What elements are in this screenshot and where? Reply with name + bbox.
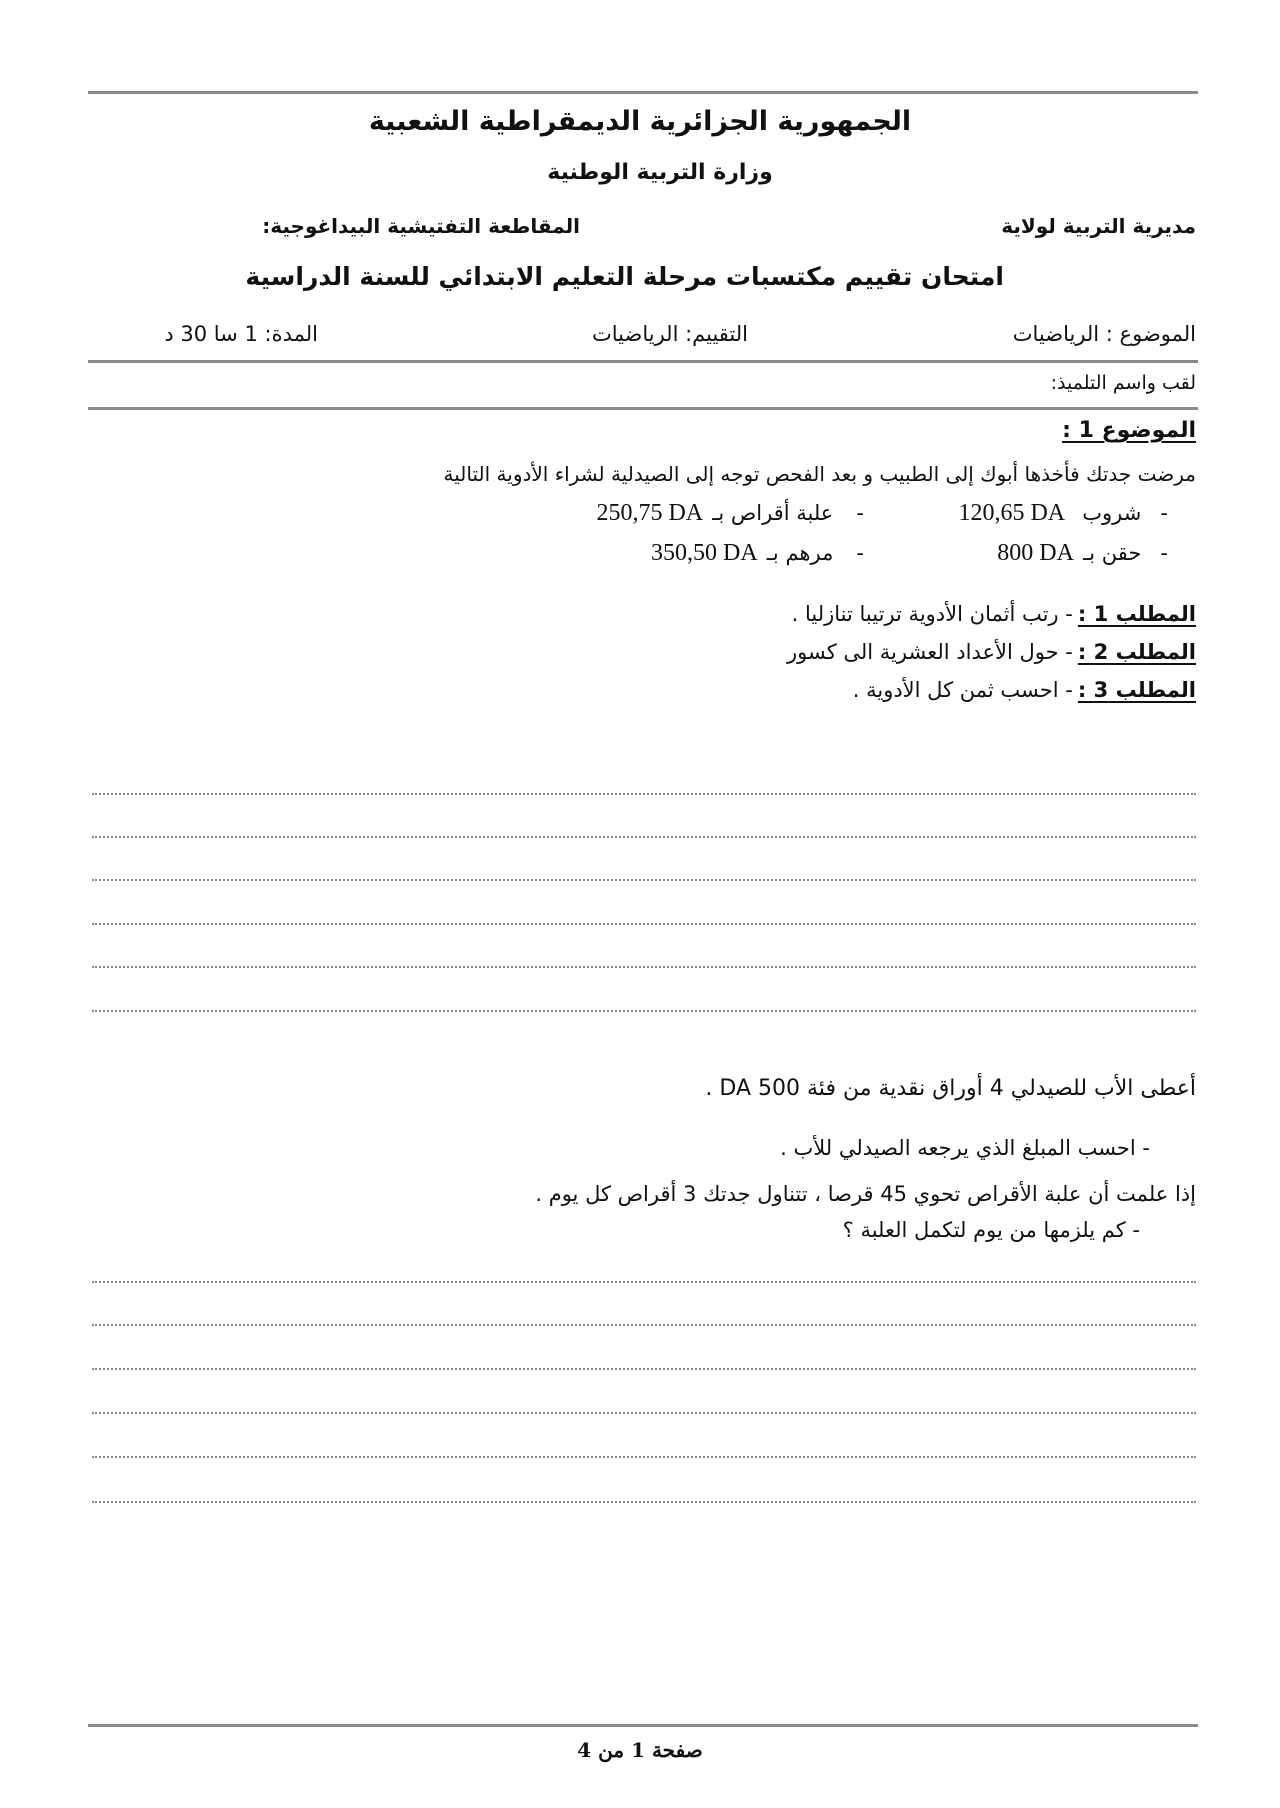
task-label: المطلب 1 : (1077, 602, 1196, 626)
medicine-bullet: - (1160, 541, 1168, 565)
task-label: المطلب 3 : (1077, 678, 1196, 702)
answer-line[interactable] (92, 836, 1196, 838)
ministry-title: وزارة التربية الوطنية (547, 160, 773, 185)
topic-intro: مرضت جدتك فأخذها أبوك إلى الطبيب و بعد الفحص توجه إلى الصيدلية لشراء الأدوية التالية (443, 462, 1196, 486)
answer-line[interactable] (92, 1010, 1196, 1012)
top-rule (88, 91, 1198, 94)
topic-heading: الموضوع 1 : (1062, 418, 1196, 443)
medicine-name: علبة أقراص بـ (712, 501, 834, 525)
answer-line[interactable] (92, 1368, 1196, 1370)
medicine-price: 120,65 DA (958, 500, 1066, 526)
task-item (792, 602, 1196, 626)
medicine-price: 250,75 DA (596, 500, 704, 526)
task-text: - احسب ثمن كل الأدوية . (852, 678, 1073, 702)
district-label: المقاطعة التفتيشية البيداغوجية: (262, 214, 580, 238)
exam-title: امتحان تقييم مكتسبات مرحلة التعليم الابتدائي للسنة الدراسية (245, 262, 1004, 291)
medicine-item (504, 500, 864, 527)
answer-line[interactable] (92, 966, 1196, 968)
payment-paragraph: أعطى الأب للصيدلي 4 أوراق نقدية من فئة 500 DA . (705, 1076, 1196, 1101)
student-name-label: لقب واسم التلميذ: (1050, 372, 1196, 394)
answer-line[interactable] (92, 923, 1196, 925)
medicine-name: حقن بـ (1083, 541, 1142, 565)
medicine-name: مرهم بـ (766, 541, 834, 565)
medicine-item (908, 500, 1168, 527)
answer-line[interactable] (92, 879, 1196, 881)
task-text: - حول الأعداد العشرية الى كسور (786, 640, 1073, 664)
medicine-item (504, 540, 864, 567)
footer-rule (88, 1724, 1198, 1727)
medicine-name: شروب (1082, 501, 1142, 525)
task-label: المطلب 2 : (1077, 640, 1196, 664)
name-rule (88, 407, 1198, 410)
tablets-paragraph: إذا علمت أن علبة الأقراص تحوي 45 قرصا ، تتناول جدتك 3 أقراص كل يوم . (535, 1182, 1196, 1206)
days-question: - كم يلزمها من يوم لتكمل العلبة ؟ (842, 1218, 1140, 1242)
medicine-bullet: - (856, 501, 864, 525)
subject-label: الموضوع : الرياضيات (1012, 322, 1196, 346)
student-name-field[interactable] (100, 372, 980, 400)
duration-label: المدة: 1 سا 30 د (164, 322, 318, 346)
answer-line[interactable] (92, 1324, 1196, 1326)
answer-line[interactable] (92, 1412, 1196, 1414)
medicine-bullet: - (856, 541, 864, 565)
answer-line[interactable] (92, 793, 1196, 795)
meta-rule (88, 360, 1198, 363)
page-number: صفحة 1 من 4 (577, 1738, 703, 1762)
task-item (853, 678, 1196, 702)
medicine-bullet: - (1160, 501, 1168, 525)
medicine-price: 800 DA (997, 540, 1074, 566)
directorate-label: مديرية التربية لولاية (1001, 214, 1196, 238)
change-question: - احسب المبلغ الذي يرجعه الصيدلي للأب . (780, 1136, 1150, 1160)
task-item (787, 640, 1196, 664)
evaluation-label: التقييم: الرياضيات (592, 322, 748, 346)
republic-title: الجمهورية الجزائرية الديمقراطية الشعبية (368, 106, 912, 137)
medicine-price: 350,50 DA (651, 540, 758, 566)
answer-line[interactable] (92, 1456, 1196, 1458)
medicine-item (908, 540, 1168, 567)
task-text: - رتب أثمان الأدوية ترتيبا تنازليا . (791, 602, 1073, 626)
answer-line[interactable] (92, 1501, 1196, 1503)
answer-line[interactable] (92, 1281, 1196, 1283)
